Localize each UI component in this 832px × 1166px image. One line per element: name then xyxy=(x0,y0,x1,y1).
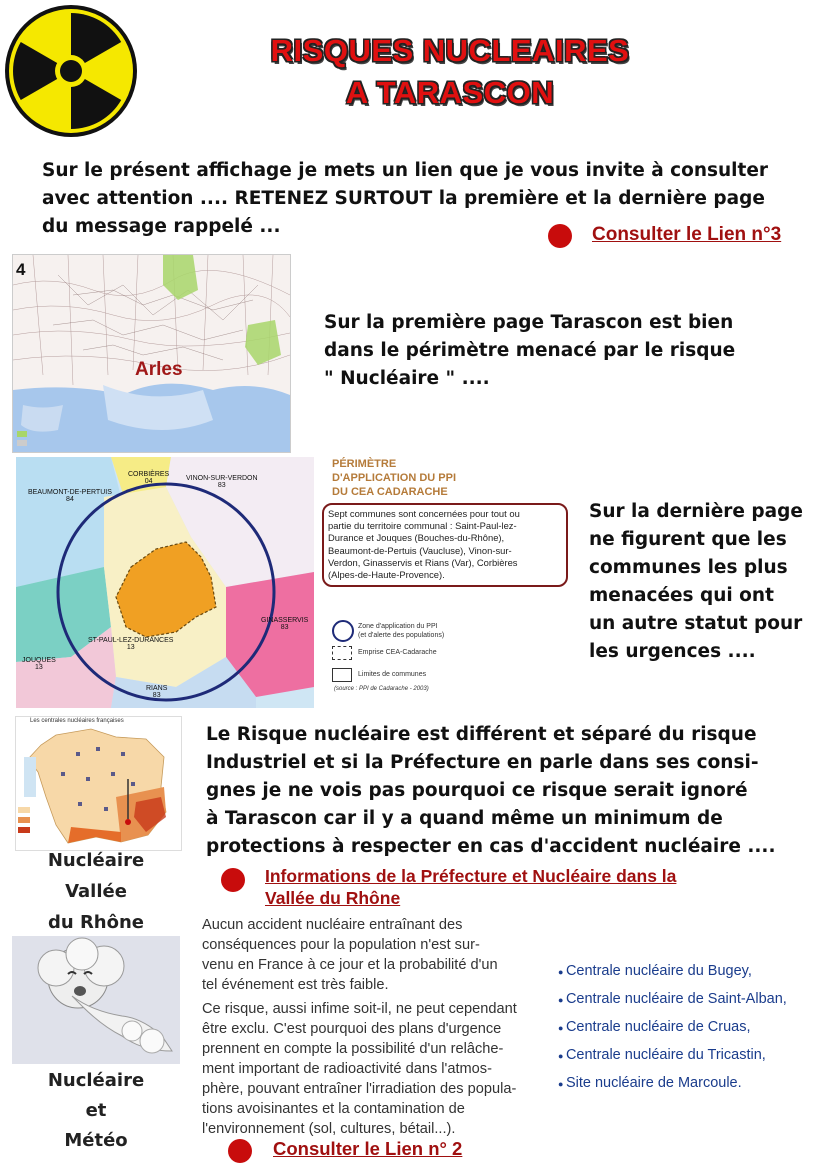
commune-name: GINASSERVIS xyxy=(261,617,309,624)
intro-line: Sur le présent affichage je mets un lien que je vous invite à consulter xyxy=(42,160,769,181)
site-list-item[interactable]: ● Centrale nucléaire de Cruas, xyxy=(558,1019,751,1035)
article-line: tel événement est très faible. xyxy=(202,977,389,993)
wind-face-illustration xyxy=(12,936,180,1064)
first-page-paragraph xyxy=(324,309,824,393)
risk-line: protections à respecter en cas d'accident nucléaire .... xyxy=(206,836,776,857)
article-line: phère, pouvant entraîner l'irradiation des popula- xyxy=(202,1081,517,1097)
radiation-icon xyxy=(3,3,139,139)
caption-line: et xyxy=(85,1100,107,1121)
commune-code: 04 xyxy=(144,478,153,485)
commune-code: 83 xyxy=(152,692,161,699)
page-title-line2: A TARASCON xyxy=(345,75,555,110)
risk-line: gnes je ne vois pas pourquoi ce risque serait ignoré xyxy=(206,780,748,801)
intro-line: du message rappelé ... xyxy=(42,216,281,237)
commune-code: 83 xyxy=(217,482,226,489)
caption-meteo xyxy=(21,1066,171,1156)
nuclear-article xyxy=(202,915,550,1139)
article-line: prennent en compte la possibilité d'un relâche- xyxy=(202,1041,504,1057)
legend-zone-line: (et d'alerte des populations) xyxy=(358,632,445,639)
arles-label: Arles xyxy=(135,359,183,380)
site-list-item[interactable]: ● Centrale nucléaire de Saint-Alban, xyxy=(558,991,787,1007)
ppi-heading-line: D'APPLICATION DU PPI xyxy=(332,472,457,484)
site-name[interactable]: Centrale nucléaire de Cruas, xyxy=(565,1019,751,1035)
first-page-line: Sur la première page Tarascon est bien xyxy=(324,312,734,333)
first-page-line: " Nucléaire " .... xyxy=(324,368,490,389)
commune-label-vinon xyxy=(186,475,258,489)
article-line: ment important de radioactivité dans l'atmos- xyxy=(202,1061,492,1077)
commune-code: 84 xyxy=(66,496,74,503)
caption-line: Météo xyxy=(64,1130,128,1151)
prefecture-link-line[interactable]: Vallée du Rhône xyxy=(265,888,401,908)
ppi-box-line: Sept communes sont concernées pour tout ou xyxy=(328,508,520,519)
legend-circle-icon xyxy=(332,620,354,642)
last-page-line: menacées qui ont xyxy=(589,585,774,606)
first-page-line: dans le périmètre menacé par le risque xyxy=(324,340,736,361)
site-list-item[interactable]: ● Centrale nucléaire du Bugey, xyxy=(558,963,752,979)
article-line: conséquences pour la population n'est sur- xyxy=(202,937,480,953)
site-name[interactable]: Centrale nucléaire de Saint-Alban, xyxy=(565,991,787,1007)
commune-name: CORBIÈRES xyxy=(128,471,170,478)
ppi-heading-line: PÉRIMÈTRE xyxy=(332,458,397,470)
last-page-line: ne figurent que les xyxy=(589,529,787,550)
prefecture-link-line[interactable]: Informations de la Préfecture et Nucléaire dans la xyxy=(265,866,677,886)
article-line: l'environnement (sol, cultures, bétail...). xyxy=(202,1121,456,1137)
consulter-lien-2-link[interactable]: Consulter le Lien n° 2 xyxy=(273,1138,463,1159)
ppi-box-line: Verdon, Ginasservis et Rians (Var), Corbières xyxy=(328,556,518,568)
legend-limites: Limites de communes xyxy=(358,671,427,678)
commune-name: VINON-SUR-VERDON xyxy=(186,475,258,482)
consulter-lien-3-link[interactable]: Consulter le Lien n°3 xyxy=(592,224,782,245)
france-map-title: Les centrales nucléaires françaises xyxy=(30,718,124,724)
commune-label-beaumont xyxy=(28,489,112,503)
commune-label-ginasservis xyxy=(261,617,308,631)
ppi-box-line: Beaumont-de-Pertuis (Vaucluse), Vinon-sur- xyxy=(328,544,512,556)
arles-region-map xyxy=(12,254,291,453)
ppi-heading xyxy=(332,457,456,499)
commune-name: BEAUMONT-DE-PERTUIS xyxy=(28,489,112,496)
site-name[interactable]: Site nucléaire de Marcoule. xyxy=(565,1075,742,1091)
last-page-line: les urgences .... xyxy=(589,641,756,662)
prefecture-info-link[interactable] xyxy=(265,865,676,909)
commune-name: JOUQUES xyxy=(22,657,56,664)
caption-line: du Rhône xyxy=(47,912,145,933)
site-list-item[interactable]: ● Centrale nucléaire du Tricastin, xyxy=(558,1047,766,1063)
caption-line: Nucléaire xyxy=(47,1070,145,1091)
map-page-number: 4 xyxy=(16,260,26,279)
last-page-paragraph xyxy=(589,498,829,666)
ppi-heading-line: DU CEA CADARACHE xyxy=(332,486,448,498)
bullet-dot-icon xyxy=(548,224,572,248)
site-name[interactable]: Centrale nucléaire du Tricastin, xyxy=(565,1047,766,1063)
caption-line: Nucléaire xyxy=(47,850,145,871)
ppi-communes-box xyxy=(322,503,568,587)
commune-label-jouques xyxy=(22,657,56,671)
bullet-dot-icon xyxy=(228,1139,252,1163)
commune-code: 83 xyxy=(280,624,289,631)
commune-code: 13 xyxy=(126,644,135,651)
page-title-line1: RISQUES NUCLEAIRES xyxy=(270,33,630,68)
caption-line: Vallée xyxy=(65,881,127,902)
nuclear-sites-list xyxy=(558,958,828,1098)
commune-name: ST-PAUL-LEZ-DURANCES xyxy=(88,637,174,644)
last-page-line: un autre statut pour xyxy=(589,613,803,634)
commune-code: 13 xyxy=(35,664,43,671)
ppi-box-line: partie du territoire communal : Saint-Paul-lez- xyxy=(328,520,517,532)
ppi-cadarache-map xyxy=(16,457,314,708)
france-nuclear-map xyxy=(15,716,182,851)
legend-dashed-icon xyxy=(332,646,352,660)
legend-source: (source : PPI de Cadarache - 2003) xyxy=(334,686,429,692)
ppi-box-line: Durance et Jouques (Bouches-du-Rhône), xyxy=(328,532,505,544)
last-page-line: communes les plus xyxy=(589,557,788,578)
article-line: Aucun accident nucléaire entraînant des xyxy=(202,917,463,933)
commune-label-rians xyxy=(146,685,167,699)
article-line: être exclu. C'est pourquoi des plans d'urgence xyxy=(202,1021,502,1037)
legend-zone-text xyxy=(358,622,508,640)
legend-solid-icon xyxy=(332,668,352,682)
article-line: venu en France à ce jour et la probabilité d'un xyxy=(202,957,498,973)
legend-zone-line: Zone d'application du PPI xyxy=(358,623,438,630)
caption-vallee-rhone xyxy=(21,845,171,938)
risk-paragraph xyxy=(206,721,826,861)
bullet-dot-icon xyxy=(221,868,245,892)
article-line: Ce risque, aussi infime soit-il, ne peut cependant xyxy=(202,1001,517,1017)
commune-label-corbieres xyxy=(128,471,169,485)
commune-label-stpaul xyxy=(88,637,173,651)
ppi-box-line: (Alpes-de-Haute-Provence). xyxy=(328,569,445,581)
risk-line: Industriel et si la Préfecture en parle dans ses consi- xyxy=(206,752,759,773)
risk-line: Le Risque nucléaire est différent et séparé du risque xyxy=(206,724,757,745)
article-line: tions avoisinantes et la contamination de xyxy=(202,1101,465,1117)
site-name[interactable]: Centrale nucléaire du Bugey, xyxy=(565,963,752,979)
commune-name: RIANS xyxy=(146,685,168,692)
risk-line: à Tarascon car il y a quand même un minimum de xyxy=(206,808,723,829)
legend-emprise: Emprise CEA-Cadarache xyxy=(358,649,437,656)
intro-line: avec attention .... RETENEZ SURTOUT la première et la dernière page xyxy=(42,188,765,209)
last-page-line: Sur la dernière page xyxy=(589,501,803,522)
site-list-item[interactable]: ● Site nucléaire de Marcoule. xyxy=(558,1075,742,1091)
